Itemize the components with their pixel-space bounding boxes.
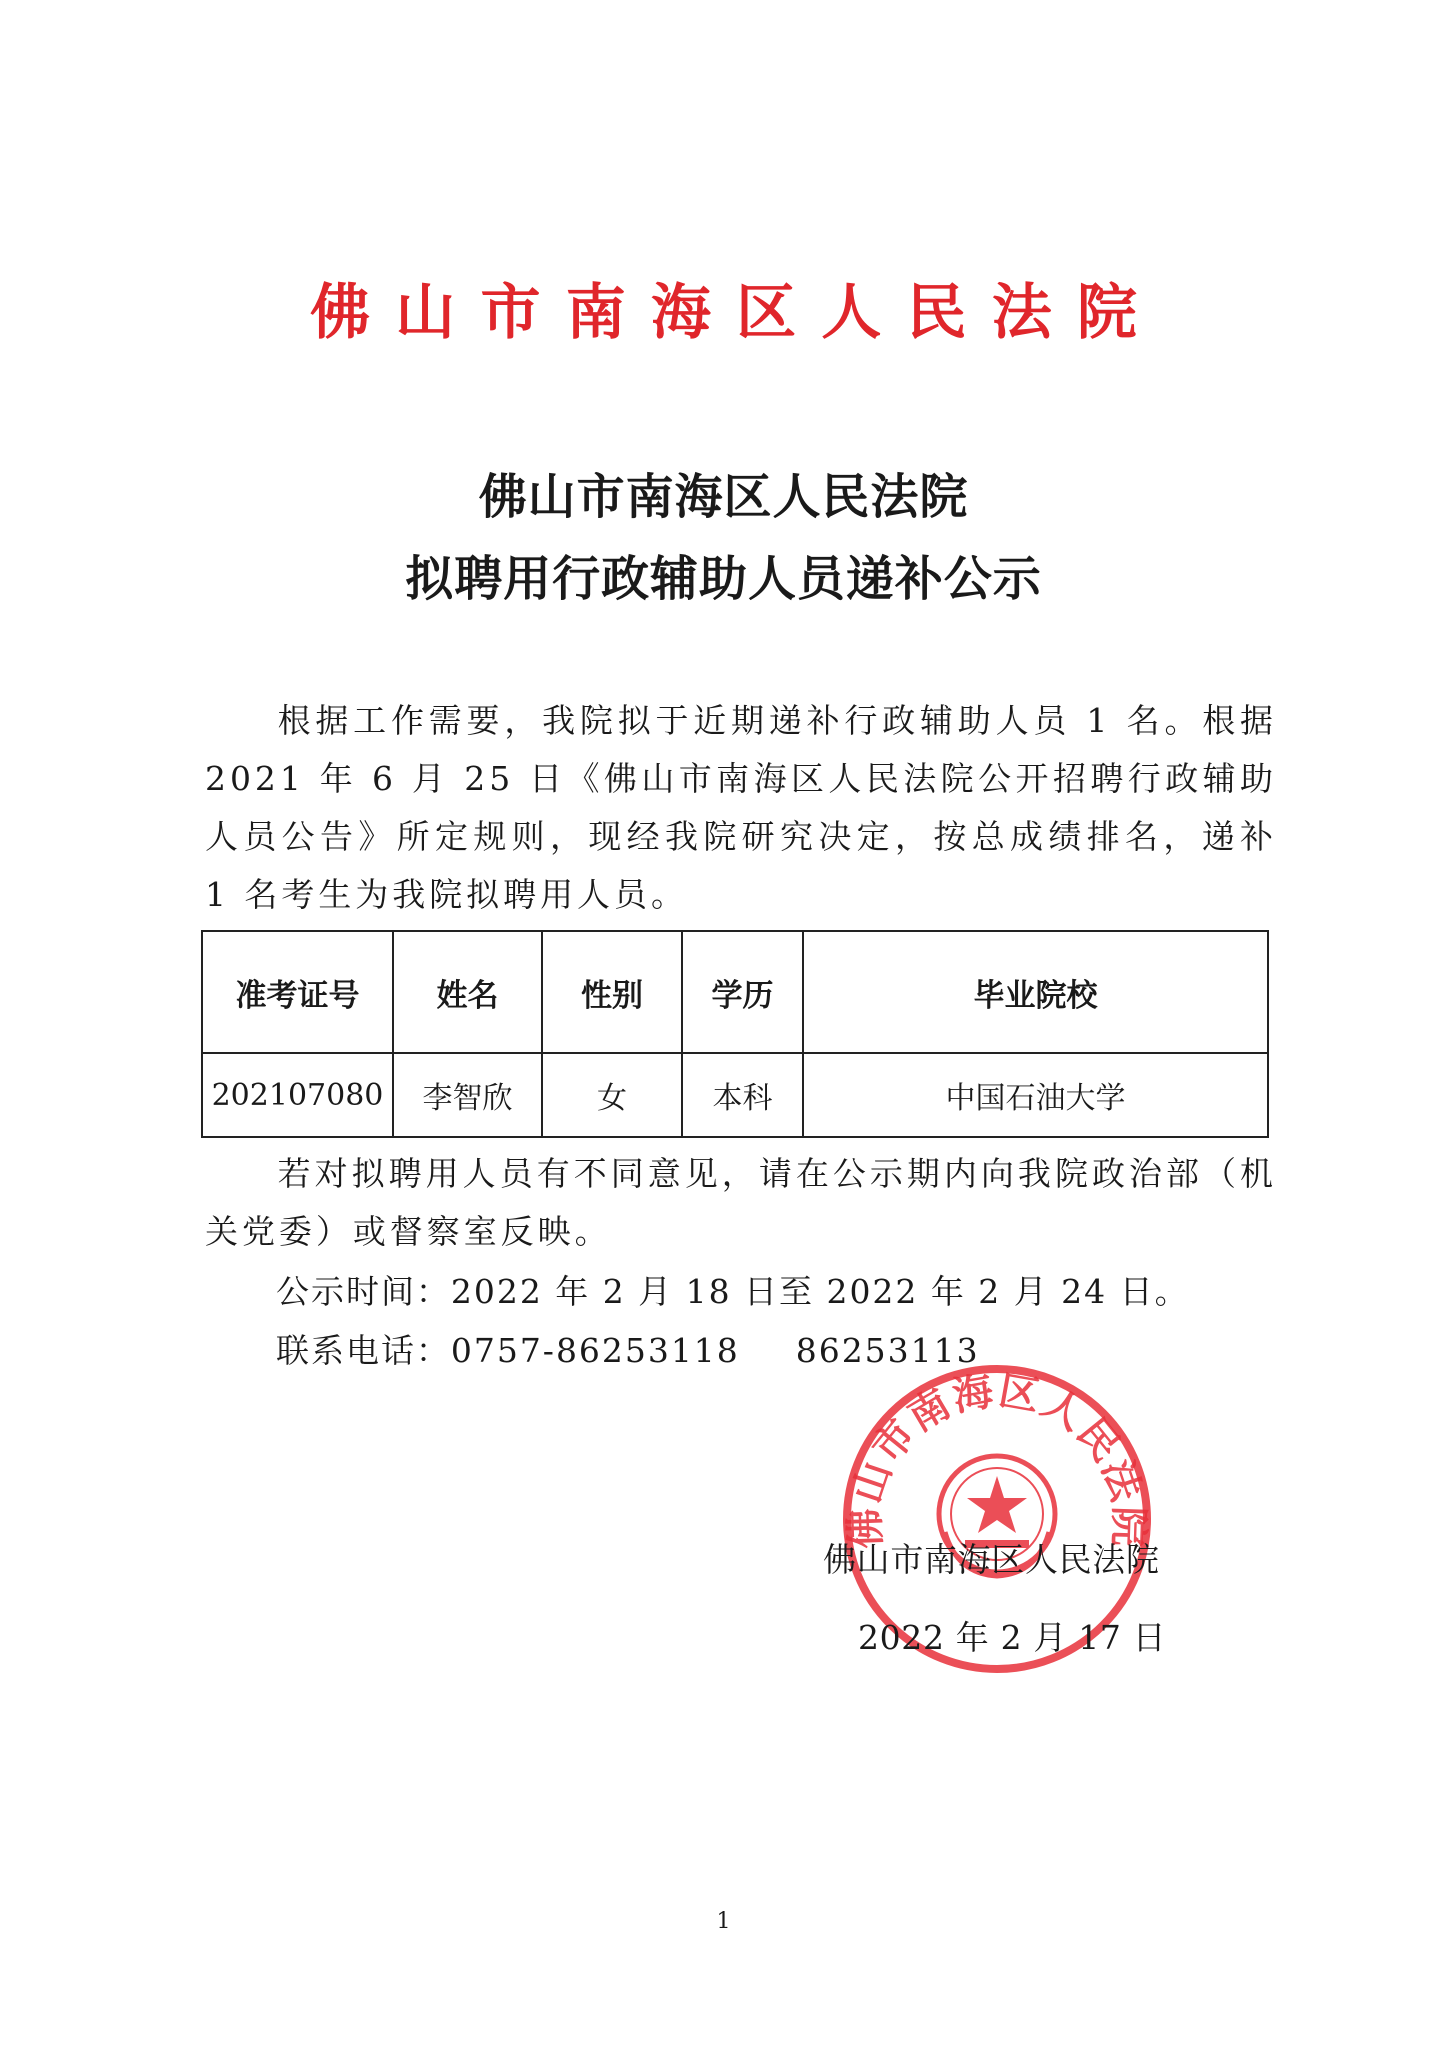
body-paragraph-1: 根据工作需要，我院拟于近期递补行政辅助人员 1 名。根据 2021 年 6 月 25 日《佛山市南海区人民法院公开招聘行政辅助人员公告》所定规则，现经我院研究决定，按总成绩排名，递补 1 名考生为我院拟聘用人员。 xyxy=(205,701,1277,914)
header-name: 姓名 xyxy=(393,931,542,1053)
page-number: 1 xyxy=(716,1909,731,1934)
header-exam-id: 准考证号 xyxy=(202,931,393,1053)
contact-phone-2: 86253113 xyxy=(795,1331,980,1370)
signature-organization: 佛山市南海区人民法院 xyxy=(823,1540,1160,1579)
cell-exam-id: 202107080 xyxy=(202,1053,393,1137)
header-school: 毕业院校 xyxy=(803,931,1268,1053)
body-paragraph-2: 若对拟聘用人员有不同意见，请在公示期内向我院政治部（机关党委）或督察室反映。 xyxy=(205,1154,1277,1251)
document-title-line1: 佛山市南海区人民法院 xyxy=(478,469,969,525)
cell-education: 本科 xyxy=(682,1053,803,1137)
candidate-table xyxy=(201,930,1269,1134)
svg-text:佛山市南海区人民法院: 佛山市南海区人民法院 xyxy=(842,1367,1152,1550)
header-education: 学历 xyxy=(682,931,803,1053)
cell-name: 李智欣 xyxy=(393,1053,542,1137)
cell-school: 中国石油大学 xyxy=(803,1053,1268,1137)
signature-date: 2022 年 2 月 17 日 xyxy=(858,1618,1167,1657)
header-gender: 性别 xyxy=(542,931,682,1053)
contact-phone-1: 0757-86253118 xyxy=(450,1331,740,1370)
contact-label: 联系电话： xyxy=(276,1331,451,1370)
document-title-line2: 拟聘用行政辅助人员递补公示 xyxy=(405,551,1042,607)
notice-period: 公示时间：2022 年 2 月 18 日至 2022 年 2 月 24 日。 xyxy=(276,1272,1190,1311)
cell-gender: 女 xyxy=(542,1053,682,1137)
table-header-row xyxy=(202,931,1268,1053)
table-row xyxy=(202,1053,1268,1137)
letterhead: 佛山市南海区人民法院 xyxy=(310,278,1163,348)
